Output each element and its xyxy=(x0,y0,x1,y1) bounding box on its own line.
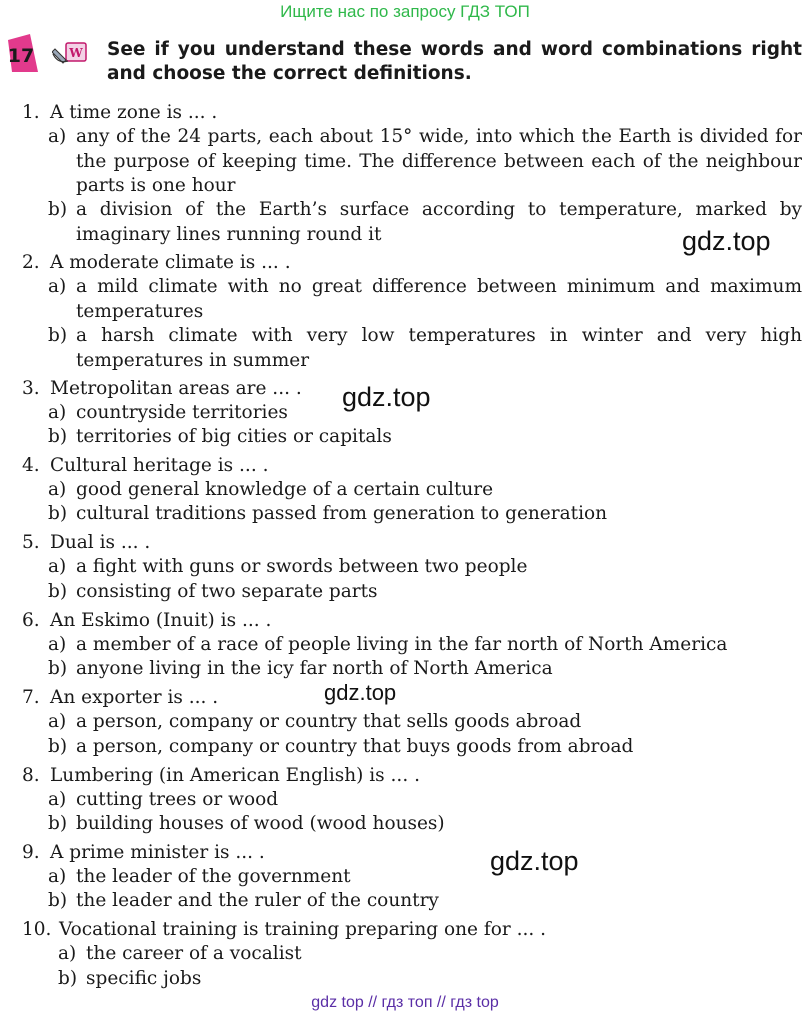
question-stem: Cultural heritage is ... . xyxy=(50,455,269,476)
question-stem: Metropolitan areas are ... . xyxy=(50,378,302,399)
option-letter: b) xyxy=(48,890,68,911)
option-6a xyxy=(48,633,802,658)
option-4b xyxy=(48,502,802,527)
option-letter: b) xyxy=(48,503,68,524)
option-text: building houses of wood (wood houses) xyxy=(76,813,445,834)
option-letter: a) xyxy=(48,634,67,655)
svg-text:W: W xyxy=(69,46,83,60)
question-2 xyxy=(22,251,291,275)
option-2a xyxy=(48,275,802,324)
option-text: a person, company or country that sells goods abroad xyxy=(76,711,582,732)
question-number: 9. xyxy=(22,842,40,863)
question-stem: An exporter is ... . xyxy=(50,687,219,708)
watermark: gdz.top xyxy=(490,846,579,876)
option-letter: a) xyxy=(48,866,67,887)
question-number: 3. xyxy=(22,378,40,399)
question-stem: An Eskimo (Inuit) is ... . xyxy=(50,610,272,631)
option-text: a person, company or country that buys goods from abroad xyxy=(76,736,634,757)
option-text: a harsh climate with very low temperatures in winter and very high temperatures in summer xyxy=(76,325,802,371)
option-text: specific jobs xyxy=(86,968,202,989)
question-8 xyxy=(22,764,420,788)
option-8a xyxy=(48,788,802,813)
option-letter: a) xyxy=(48,711,67,732)
exercise-number: 17 xyxy=(8,45,35,67)
option-letter: b) xyxy=(48,325,68,346)
option-7b xyxy=(48,735,802,760)
option-text: a division of the Earth’s surface according to temperature, marked by imaginary lines running round it xyxy=(76,199,802,245)
option-10a xyxy=(58,942,802,967)
question-stem: Vocational training is training preparing one for ... . xyxy=(59,919,546,940)
question-stem: A moderate climate is ... . xyxy=(50,252,291,273)
option-text: anyone living in the icy far north of North America xyxy=(76,658,553,679)
option-letter: a) xyxy=(48,402,67,423)
option-letter: a) xyxy=(48,276,67,297)
option-7a xyxy=(48,710,802,735)
option-text: cutting trees or wood xyxy=(76,789,279,810)
exercise-instruction: See if you understand these words and word combinations right and choose the correct definitions. xyxy=(107,39,802,84)
option-text: a fight with guns or swords between two people xyxy=(76,556,528,577)
write-book-icon xyxy=(52,40,90,66)
option-4a xyxy=(48,478,802,503)
question-number: 5. xyxy=(22,532,40,553)
option-5b xyxy=(48,580,802,605)
question-number: 2. xyxy=(22,252,40,273)
question-3 xyxy=(22,377,302,401)
option-5a xyxy=(48,555,802,580)
question-4 xyxy=(22,454,268,478)
option-letter: b) xyxy=(58,968,78,989)
option-3b xyxy=(48,425,802,450)
option-text: good general knowledge of a certain culture xyxy=(76,479,494,500)
question-number: 8. xyxy=(22,765,40,786)
option-8b xyxy=(48,812,802,837)
watermark: gdz.top xyxy=(682,226,771,256)
option-text: a mild climate with no great difference between minimum and maximum temperatures xyxy=(76,276,802,322)
question-number: 1. xyxy=(22,102,40,123)
question-10 xyxy=(22,918,546,942)
option-text: the career of a vocalist xyxy=(86,943,302,964)
question-stem: A prime minister is ... . xyxy=(50,842,265,863)
option-letter: a) xyxy=(48,556,67,577)
option-letter: b) xyxy=(48,199,68,220)
question-1 xyxy=(22,101,217,125)
option-letter: b) xyxy=(48,736,68,757)
question-number: 4. xyxy=(22,455,40,476)
question-6 xyxy=(22,609,271,633)
question-number: 10. xyxy=(22,919,52,940)
option-text: the leader of the government xyxy=(76,866,351,887)
option-9a xyxy=(48,865,802,890)
option-text: a member of a race of people living in the far north of North America xyxy=(76,634,728,655)
question-number: 6. xyxy=(22,610,40,631)
option-10b xyxy=(58,967,802,992)
option-letter: b) xyxy=(48,581,68,602)
question-stem: A time zone is ... . xyxy=(50,102,218,123)
option-letter: a) xyxy=(48,479,67,500)
option-1a xyxy=(48,125,802,199)
exercise-number-badge xyxy=(8,34,38,72)
option-text: the leader and the ruler of the country xyxy=(76,890,439,911)
question-stem: Lumbering (in American English) is ... . xyxy=(50,765,420,786)
question-5 xyxy=(22,531,150,555)
option-9b xyxy=(48,889,802,914)
option-2b xyxy=(48,324,802,373)
option-letter: a) xyxy=(48,126,67,147)
option-letter: b) xyxy=(48,426,68,447)
option-6b xyxy=(48,657,802,682)
watermark: gdz.top xyxy=(342,382,431,412)
option-text: territories of big cities or capitals xyxy=(76,426,392,447)
option-text: any of the 24 parts, each about 15° wide, into which the Earth is divided for the purpose of keeping time. The difference between each of the neighbour parts is one hour xyxy=(76,126,802,196)
option-letter: b) xyxy=(48,813,68,834)
option-letter: a) xyxy=(58,943,77,964)
footer-links: gdz top // гдз топ // гдз top xyxy=(311,994,499,1011)
watermark: gdz.top xyxy=(324,680,397,705)
option-letter: b) xyxy=(48,658,68,679)
question-stem: Dual is ... . xyxy=(50,532,151,553)
question-number: 7. xyxy=(22,687,40,708)
option-text: consisting of two separate parts xyxy=(76,581,378,602)
option-letter: a) xyxy=(48,789,67,810)
option-text: countryside territories xyxy=(76,402,288,423)
top-banner: Ищите нас по запросу ГДЗ ТОП xyxy=(280,2,530,21)
question-7 xyxy=(22,686,218,710)
question-9 xyxy=(22,841,265,865)
option-text: cultural traditions passed from generation to generation xyxy=(76,503,608,524)
